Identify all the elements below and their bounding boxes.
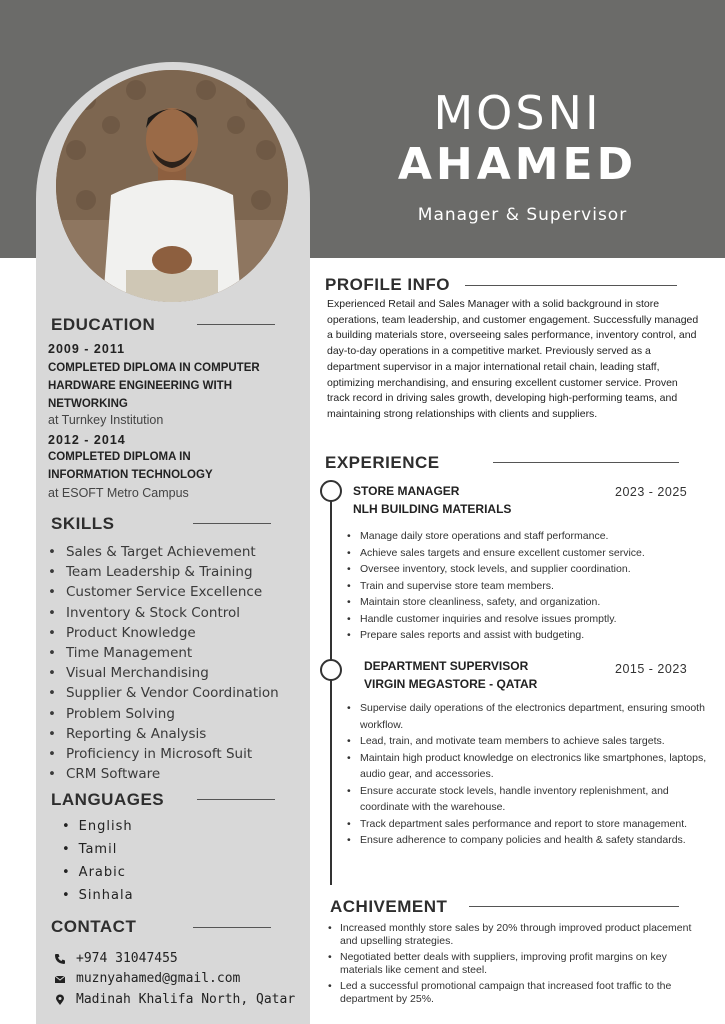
list-item: • Ensure accurate stock levels, handle inventory replenishment, and coordinate with the warehouse. xyxy=(344,783,719,816)
contact-phone[interactable] xyxy=(54,951,178,966)
list-item: • Train and supervise store team members. xyxy=(344,578,714,595)
phone-number: +974 31047455 xyxy=(76,951,178,966)
email-icon xyxy=(54,973,66,985)
list-item: • Handle customer inquiries and resolve issues promptly. xyxy=(344,611,714,628)
job-duties xyxy=(344,700,719,849)
education-heading: EDUCATION xyxy=(51,315,156,334)
skills-list xyxy=(48,542,279,784)
list-item: • Problem Solving xyxy=(48,704,279,724)
contact-heading: CONTACT xyxy=(51,917,137,936)
list-item: • Sales & Target Achievement xyxy=(48,542,279,562)
job-entry xyxy=(353,482,511,518)
education-degree: COMPLETED DIPLOMA IN COMPUTER HARDWARE ENGINEERING WITH NETWORKING xyxy=(48,362,260,410)
education-years: 2012 - 2014 xyxy=(48,433,126,447)
list-item: • Time Management xyxy=(48,643,279,663)
list-item: • Maintain high product knowledge on electronics like smartphones, laptops, audio gear, and accessories. xyxy=(344,750,719,783)
list-item: • Track department sales performance and report to store management. xyxy=(344,816,719,833)
first-name: MOSNI xyxy=(433,86,602,140)
list-item: • Achieve sales targets and ensure excellent customer service. xyxy=(344,545,714,562)
list-item: • Prepare sales reports and assist with budgeting. xyxy=(344,627,714,644)
experience-timeline xyxy=(330,500,332,885)
languages-divider xyxy=(197,799,275,800)
achievement-list xyxy=(326,922,710,1009)
list-item: • Inventory & Stock Control xyxy=(48,603,279,623)
job-company: NLH BUILDING MATERIALS xyxy=(353,502,512,516)
list-item: • Increased monthly store sales by 20% through improved product placement and upselling strategies. xyxy=(326,922,710,949)
list-item: • Customer Service Excellence xyxy=(48,582,279,602)
list-item: • Lead, train, and motivate team members to achieve sales targets. xyxy=(344,733,719,750)
list-item: • Led a successful promotional campaign that increased foot traffic to the department by 25%. xyxy=(326,980,710,1007)
timeline-marker xyxy=(320,480,342,502)
list-item: • Ensure adherence to company policies and health & safety standards. xyxy=(344,832,719,849)
skills-divider xyxy=(193,523,271,524)
contact-address xyxy=(54,992,295,1007)
experience-heading: EXPERIENCE xyxy=(325,453,440,472)
list-item: • Negotiated better deals with suppliers, improving profit margins on key materials like cement and steel. xyxy=(326,951,710,978)
phone-icon xyxy=(54,953,66,965)
list-item: • CRM Software xyxy=(48,764,279,784)
list-item: • Team Leadership & Training xyxy=(48,562,279,582)
job-duties xyxy=(344,528,714,644)
job-entry xyxy=(364,657,537,693)
education-years: 2009 - 2011 xyxy=(48,342,126,356)
profile-summary: Experienced Retail and Sales Manager with a solid background in store operations, team leadership, and customer engagement. Successfully managed a building materials store, overseeing sales performance, inventory control, and day-to-day operations in a competitive market. Previously served as a department supervisor in a major international retail chain, leading staff, optimizing merchandising, and ensuring excellent customer service. Proven track record in driving sales growth, developing high-performing teams, and maintaining strong relationships with clients and suppliers. xyxy=(327,298,699,420)
education-institution: at Turnkey Institution xyxy=(48,413,164,427)
job-role: STORE MANAGER xyxy=(353,484,460,498)
contact-email[interactable] xyxy=(54,971,240,986)
list-item: • Arabic xyxy=(62,862,134,885)
job-company: VIRGIN MEGASTORE - QATAR xyxy=(364,677,538,691)
list-item: • Tamil xyxy=(62,839,134,862)
list-item: • Proficiency in Microsoft Suit xyxy=(48,744,279,764)
profile-divider xyxy=(465,285,677,286)
skills-heading: SKILLS xyxy=(51,514,115,533)
job-years: 2015 - 2023 xyxy=(615,662,688,676)
job-years: 2023 - 2025 xyxy=(615,485,688,499)
job-title: Manager & Supervisor xyxy=(417,205,628,225)
experience-divider xyxy=(493,462,679,463)
list-item: • Manage daily store operations and staff performance. xyxy=(344,528,714,545)
languages-heading: LANGUAGES xyxy=(51,790,165,809)
list-item: • Reporting & Analysis xyxy=(48,724,279,744)
list-item: • Supervise daily operations of the electronics department, ensuring smooth workflow. xyxy=(344,700,719,733)
job-role: DEPARTMENT SUPERVISOR xyxy=(364,659,529,673)
list-item: • Product Knowledge xyxy=(48,623,279,643)
education-divider xyxy=(197,324,275,325)
location-pin-icon xyxy=(54,994,66,1006)
email-address: muznyahamed@gmail.com xyxy=(76,971,241,986)
education-degree: COMPLETED DIPLOMA IN INFORMATION TECHNOLOGY xyxy=(48,451,213,481)
timeline-marker xyxy=(320,659,342,681)
list-item: • Oversee inventory, stock levels, and supplier coordination. xyxy=(344,561,714,578)
achievement-divider xyxy=(469,906,679,907)
education-institution: at ESOFT Metro Campus xyxy=(48,486,189,500)
languages-list xyxy=(62,816,134,908)
profile-heading: PROFILE INFO xyxy=(325,275,450,294)
profile-photo xyxy=(56,70,288,302)
address-text: Madinah Khalifa North, Qatar xyxy=(76,992,296,1007)
list-item: • English xyxy=(62,816,134,839)
list-item: • Visual Merchandising xyxy=(48,663,279,683)
achievement-heading: ACHIVEMENT xyxy=(330,897,448,916)
list-item: • Sinhala xyxy=(62,885,134,908)
last-name: AHAMED xyxy=(397,139,638,190)
contact-divider xyxy=(193,927,271,928)
list-item: • Maintain store cleanliness, safety, and organization. xyxy=(344,594,714,611)
list-item: • Supplier & Vendor Coordination xyxy=(48,683,279,703)
